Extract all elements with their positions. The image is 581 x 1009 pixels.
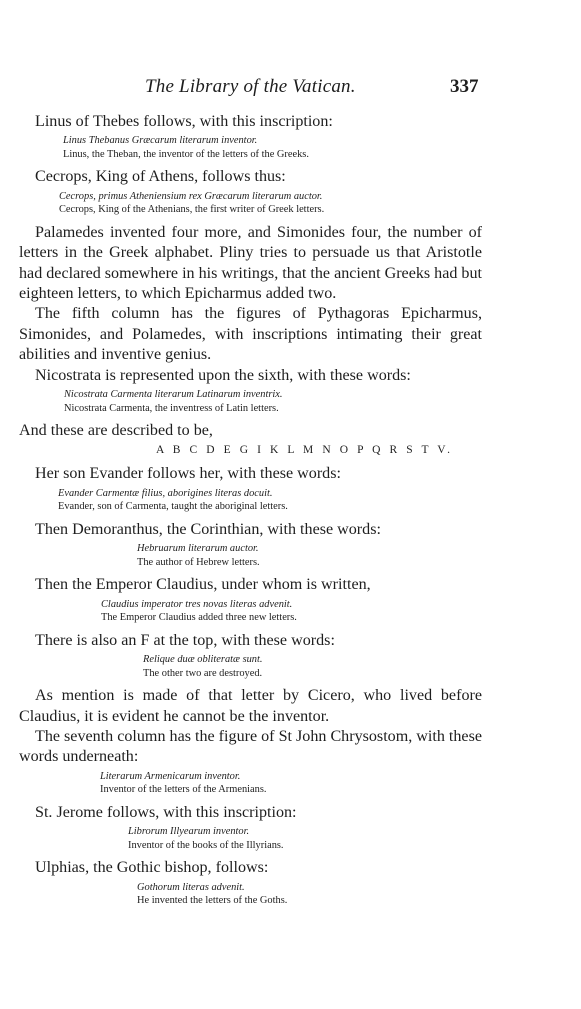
paragraph: Ulphias, the Gothic bishop, follows:: [35, 859, 269, 877]
inscription-translation: The other two are destroyed.: [143, 667, 263, 679]
inscription-latin: Evander Carmentæ filius, aborigines literas docuit.: [58, 487, 273, 499]
inscription-translation: The author of Hebrew letters.: [137, 556, 260, 568]
paragraph: Her son Evander follows her, with these words:: [35, 465, 341, 483]
paragraph: St. Jerome follows, with this inscription:: [35, 803, 297, 821]
inscription-translation: Linus, the Theban, the inventor of the letters of the Greeks.: [63, 148, 309, 160]
inscription-latin: Gothorum literas advenit.: [137, 881, 245, 893]
inscription: [143, 653, 482, 680]
inscription: [64, 388, 482, 415]
paragraph: Nicostrata is represented upon the sixth, with these words:: [35, 366, 411, 384]
page-header: [0, 76, 581, 100]
paragraph: The fifth column has the figures of Pythagoras Epicharmus, Simonides, and Polamedes, with inscriptions intimating their great abilities and inventive genius.: [19, 305, 482, 364]
inscription: [100, 770, 482, 797]
inscription-latin: Literarum Armenicarum inventor.: [100, 770, 241, 782]
paragraph: Linus of Thebes follows, with this inscription:: [35, 113, 333, 130]
paragraph: Then Demoranthus, the Corinthian, with these words:: [35, 520, 381, 538]
paragraph: The seventh column has the figure of St John Chrysostom, with these words underneath:: [19, 727, 482, 766]
inscription: [58, 487, 482, 514]
inscription: [63, 134, 482, 161]
inscription-translation: Inventor of the books of the Illyrians.: [128, 839, 284, 851]
page-number: 337: [450, 76, 479, 97]
inscription-translation: He invented the letters of the Goths.: [137, 895, 288, 907]
inscription: [101, 598, 482, 625]
inscription-latin: Relique duæ obliteratæ sunt.: [143, 654, 263, 666]
inscription-translation: The Emperor Claudius added three new letters.: [101, 612, 297, 624]
page-body: [19, 112, 482, 908]
paragraph: And these are described to be,: [19, 422, 213, 440]
paragraph: Palamedes invented four more, and Simonides four, the number of letters in the Greek alphabet. Pliny tries to persuade us that Aristotle had declared somewhere in his writings, that the ancient Greeks had but eighteen letters, to which Epicharmus added two.: [19, 223, 482, 303]
running-title: The Library of the Vatican.: [145, 76, 356, 97]
inscription-latin: Cecrops, primus Atheniensium rex Græcarum literarum auctor.: [59, 190, 323, 202]
inscription-latin: Linus Thebanus Græcarum literarum inventor.: [63, 135, 258, 147]
paragraph: Then the Emperor Claudius, under whom is written,: [35, 576, 371, 594]
paragraph: Cecrops, King of Athens, follows thus:: [35, 168, 286, 186]
inscription-latin: Nicostrata Carmenta literarum Latinarum inventrix.: [64, 389, 283, 401]
inscription-latin: Hebruarum literarum auctor.: [137, 543, 259, 555]
inscription-translation: Evander, son of Carmenta, taught the aboriginal letters.: [58, 501, 288, 513]
inscription-translation: Inventor of the letters of the Armenians.: [100, 784, 267, 796]
paragraph: As mention is made of that letter by Cicero, who lived before Claudius, it is evident he cannot be the inventor.: [19, 687, 482, 725]
latin-alphabet: A B C D E G I K L M N O P Q R S T V.: [156, 444, 454, 457]
inscription-translation: Nicostrata Carmenta, the inventress of Latin letters.: [64, 402, 279, 414]
inscription-latin: Claudius imperator tres novas literas advenit.: [101, 598, 293, 610]
inscription: [128, 825, 482, 852]
paragraph: There is also an F at the top, with these words:: [35, 631, 335, 649]
inscription: [137, 881, 482, 908]
inscription-latin: Librorum Illyearum inventor.: [128, 826, 250, 838]
inscription: [59, 190, 482, 217]
inscription-translation: Cecrops, King of the Athenians, the first writer of Greek letters.: [59, 204, 325, 216]
inscription: [137, 542, 482, 569]
